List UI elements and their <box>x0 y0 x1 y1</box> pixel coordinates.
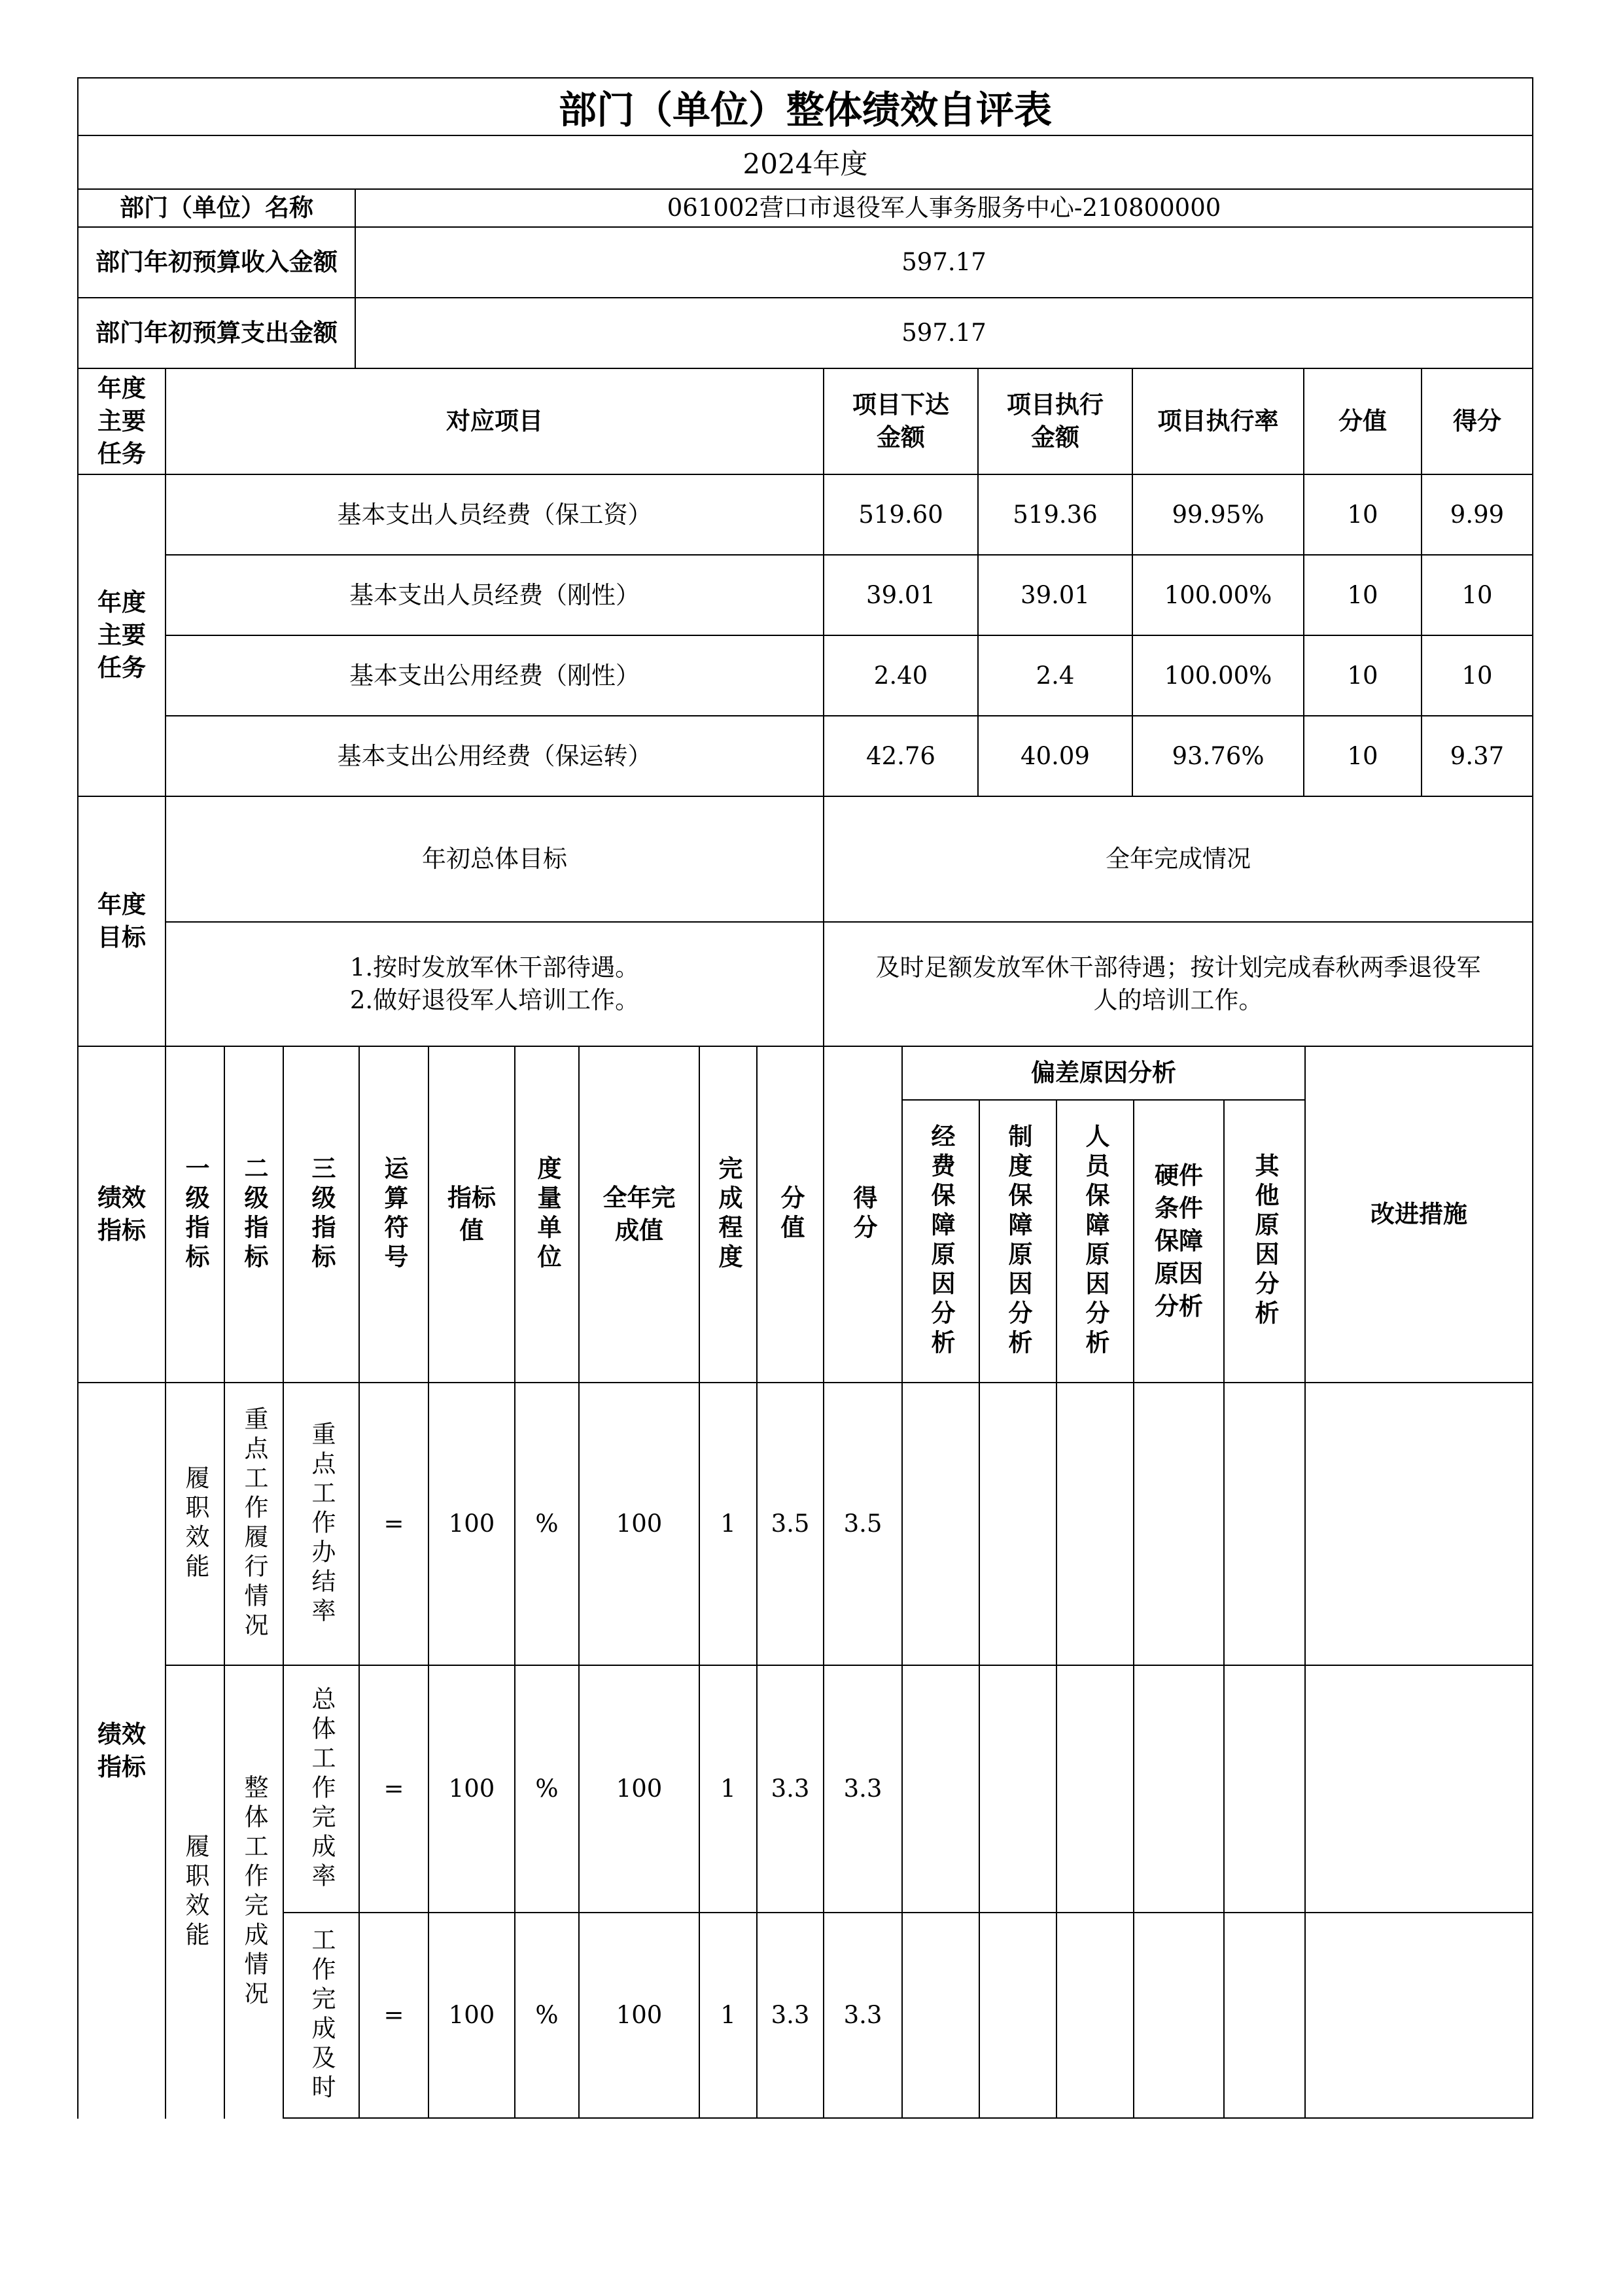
task-row-executed: 39.01 <box>977 554 1133 636</box>
row-score: 3.5 <box>756 1382 824 1666</box>
header-level1: 一级指标 <box>181 1156 210 1273</box>
tasks-side-label: 年度主要任务 <box>77 474 166 797</box>
row-degree: 1 <box>699 1665 758 1913</box>
task-row-executed: 40.09 <box>977 715 1133 797</box>
row-got: 3.3 <box>823 1912 903 2119</box>
task-row-project: 基本支出公用经费（刚性） <box>165 635 824 716</box>
row-level3: 总体工作完成率 <box>307 1686 336 1892</box>
page-title: 部门（单位）整体绩效自评表 <box>77 77 1533 136</box>
row-dev-system <box>979 1912 1057 2119</box>
budget-income-label: 部门年初预算收入金额 <box>77 226 356 298</box>
row-level3: 重点工作办结率 <box>307 1421 336 1627</box>
goals-initial-header: 年初总体目标 <box>165 796 824 923</box>
task-row-project: 基本支出人员经费（刚性） <box>165 554 824 636</box>
row-operator: = <box>358 1912 429 2119</box>
budget-expense-label: 部门年初预算支出金额 <box>77 297 356 369</box>
row2-level1-cell <box>165 1665 225 2119</box>
dept-name-value: 061002营口市退役军人事务服务中心-210800000 <box>355 188 1533 228</box>
header-score-cell <box>756 1046 824 1383</box>
task-row-project: 基本支出公用经费（保运转） <box>165 715 824 797</box>
goals-initial-line: 2.做好退役军人培训工作。 <box>349 986 640 1014</box>
row-dev-system <box>979 1665 1057 1913</box>
task-row-got: 10 <box>1421 635 1533 716</box>
row1-level3-cell <box>283 1382 360 1666</box>
row-score: 3.3 <box>756 1912 824 2119</box>
task-row-rate: 100.00% <box>1132 554 1304 636</box>
row-unit: % <box>514 1382 580 1666</box>
budget-income-value: 597.17 <box>355 226 1533 298</box>
header-dev-funding: 经费保障原因分析 <box>927 1123 956 1359</box>
header-degree: 完成程度 <box>714 1156 743 1273</box>
header-level3: 三级指标 <box>307 1156 336 1273</box>
header-got: 得分 <box>849 1185 878 1244</box>
tasks-header-task: 年度主要任务 <box>77 368 166 475</box>
row-dev-funding <box>901 1665 980 1913</box>
task-row-score: 10 <box>1303 635 1422 716</box>
row-actual: 100 <box>578 1665 700 1913</box>
row-dev-funding <box>901 1382 980 1666</box>
row-dev-other <box>1223 1382 1306 1666</box>
task-row-executed: 2.4 <box>977 635 1133 716</box>
header-actual: 全年完成值 <box>578 1046 700 1383</box>
self-evaluation-sheet <box>77 77 1533 2119</box>
header-operator-cell <box>358 1046 429 1383</box>
task-row-issued: 519.60 <box>823 474 979 556</box>
row-actual: 100 <box>578 1382 700 1666</box>
row1-level1-cell <box>165 1382 225 1666</box>
row-target: 100 <box>428 1382 515 1666</box>
row-dev-staff <box>1056 1382 1134 1666</box>
row-level2: 重点工作履行情况 <box>240 1406 269 1642</box>
row-unit: % <box>514 1665 580 1913</box>
row-improve <box>1304 1382 1533 1666</box>
tasks-header-project: 对应项目 <box>165 368 824 475</box>
row-dev-hardware <box>1133 1382 1225 1666</box>
task-row-project: 基本支出人员经费（保工资） <box>165 474 824 556</box>
task-row-got: 9.99 <box>1421 474 1533 556</box>
row3-level3-cell <box>283 1912 360 2119</box>
task-row-rate: 93.76% <box>1132 715 1304 797</box>
header-level2-cell <box>224 1046 284 1383</box>
row-level3: 工作完成及时 <box>307 1927 336 2104</box>
tasks-header-rate: 项目执行率 <box>1132 368 1304 475</box>
row-operator: = <box>358 1665 429 1913</box>
goals-side-label: 年度目标 <box>77 796 166 1047</box>
header-level2: 二级指标 <box>240 1156 269 1273</box>
row2-level3-cell <box>283 1665 360 1913</box>
task-row-score: 10 <box>1303 554 1422 636</box>
task-row-score: 10 <box>1303 474 1422 556</box>
header-deviation: 偏差原因分析 <box>901 1046 1306 1101</box>
header-operator: 运算符号 <box>380 1156 409 1273</box>
header-target: 指标值 <box>428 1046 515 1383</box>
header-dev-hardware: 硬件条件保障原因分析 <box>1133 1099 1225 1383</box>
tasks-header-issued: 项目下达金额 <box>823 368 979 475</box>
row-dev-funding <box>901 1912 980 2119</box>
row-dev-staff <box>1056 1665 1134 1913</box>
task-row-issued: 39.01 <box>823 554 979 636</box>
row-dev-other <box>1223 1665 1306 1913</box>
row-improve <box>1304 1665 1533 1913</box>
year-label: 2024年度 <box>77 135 1533 190</box>
goals-completion-line: 及时足额发放军休干部待遇；按计划完成春秋两季退役军 <box>875 953 1481 982</box>
row-dev-hardware <box>1133 1665 1225 1913</box>
row-dev-system <box>979 1382 1057 1666</box>
row-level1: 履职效能 <box>181 1465 210 1583</box>
header-unit-cell <box>514 1046 580 1383</box>
row2-level2-cell <box>224 1665 284 2119</box>
header-dev-staff-cell <box>1056 1099 1134 1383</box>
header-dev-other: 其他原因分析 <box>1251 1153 1280 1330</box>
task-row-score: 10 <box>1303 715 1422 797</box>
goals-completion-cell <box>823 921 1533 1047</box>
row-actual: 100 <box>578 1912 700 2119</box>
row-got: 3.3 <box>823 1665 903 1913</box>
row-dev-hardware <box>1133 1912 1225 2119</box>
header-dev-system-cell <box>979 1099 1057 1383</box>
dept-name-label: 部门（单位）名称 <box>77 188 356 228</box>
task-row-issued: 42.76 <box>823 715 979 797</box>
task-row-rate: 100.00% <box>1132 635 1304 716</box>
goals-initial-line: 1.按时发放军休干部待遇。 <box>349 953 640 982</box>
task-row-issued: 2.40 <box>823 635 979 716</box>
header-level1-cell <box>165 1046 225 1383</box>
header-level3-cell <box>283 1046 360 1383</box>
header-dev-staff: 人员保障原因分析 <box>1081 1123 1110 1359</box>
row-dev-staff <box>1056 1912 1134 2119</box>
row-level2: 整体工作完成情况 <box>240 1775 269 2010</box>
row-dev-other <box>1223 1912 1306 2119</box>
budget-expense-value: 597.17 <box>355 297 1533 369</box>
row-target: 100 <box>428 1665 515 1913</box>
task-row-rate: 99.95% <box>1132 474 1304 556</box>
row-improve <box>1304 1912 1533 2119</box>
row-degree: 1 <box>699 1382 758 1666</box>
indicators-side-label: 绩效指标 <box>77 1382 166 2119</box>
row-degree: 1 <box>699 1912 758 2119</box>
row-got: 3.5 <box>823 1382 903 1666</box>
goals-initial-cell <box>165 921 824 1047</box>
header-score: 分值 <box>777 1185 805 1244</box>
row1-level2-cell <box>224 1382 284 1666</box>
header-dev-funding-cell <box>901 1099 980 1383</box>
header-dev-other-cell <box>1223 1099 1306 1383</box>
row-level1: 履职效能 <box>181 1833 210 1951</box>
indicators-header-label: 绩效指标 <box>77 1046 166 1383</box>
header-unit: 度量单位 <box>533 1156 562 1273</box>
row-unit: % <box>514 1912 580 2119</box>
row-score: 3.3 <box>756 1665 824 1913</box>
tasks-header-got: 得分 <box>1421 368 1533 475</box>
header-degree-cell <box>699 1046 758 1383</box>
row-operator: = <box>358 1382 429 1666</box>
header-dev-system: 制度保障原因分析 <box>1004 1123 1033 1359</box>
task-row-executed: 519.36 <box>977 474 1133 556</box>
header-improve: 改进措施 <box>1304 1046 1533 1383</box>
goals-completion-line: 人的培训工作。 <box>1093 986 1263 1014</box>
goals-completion-header: 全年完成情况 <box>823 796 1533 923</box>
header-got-cell <box>823 1046 903 1383</box>
task-row-got: 10 <box>1421 554 1533 636</box>
tasks-header-executed: 项目执行金额 <box>977 368 1133 475</box>
tasks-header-score: 分值 <box>1303 368 1422 475</box>
row-target: 100 <box>428 1912 515 2119</box>
task-row-got: 9.37 <box>1421 715 1533 797</box>
